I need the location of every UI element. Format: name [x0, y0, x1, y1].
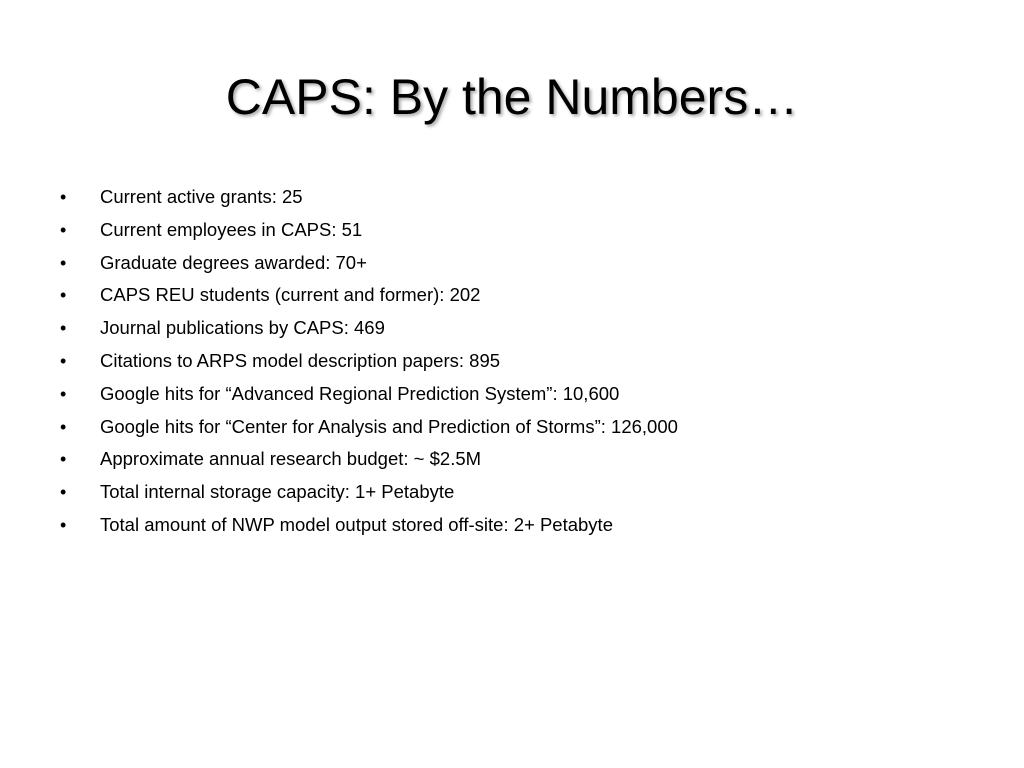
- bullet-text: Graduate degrees awarded: 70+: [100, 251, 367, 273]
- bullet-text: CAPS REU students (current and former): 202: [100, 284, 481, 306]
- bullet-icon: •: [60, 318, 67, 339]
- bullet-text: Approximate annual research budget: ~ $2.5M: [100, 448, 482, 470]
- list-item: [60, 378, 980, 411]
- bullet-text: Current employees in CAPS: 51: [100, 218, 363, 240]
- bullet-icon: •: [60, 383, 67, 404]
- list-item: [60, 181, 980, 214]
- list-item: [60, 476, 980, 509]
- bullet-icon: •: [60, 187, 67, 207]
- bullet-icon: •: [60, 252, 67, 273]
- list-item: [60, 279, 980, 312]
- list-item: [60, 312, 980, 345]
- bullet-text: Total amount of NWP model output stored off-site: 2+ Petabyte: [100, 513, 613, 535]
- list-item: [60, 443, 980, 476]
- bullet-text: Google hits for “Center for Analysis and Prediction of Storms”: 126,000: [100, 415, 678, 437]
- bullet-text: Journal publications by CAPS: 469: [100, 317, 385, 339]
- list-item: [60, 214, 980, 247]
- bullet-text: Citations to ARPS model description papers: 895: [100, 349, 501, 371]
- bullet-icon: •: [60, 514, 67, 535]
- bullet-list: [60, 181, 980, 542]
- list-item: [60, 345, 980, 378]
- bullet-icon: •: [60, 482, 67, 503]
- bullet-icon: •: [60, 350, 67, 371]
- bullet-icon: •: [60, 449, 67, 470]
- bullet-text: Total internal storage capacity: 1+ Petabyte: [100, 481, 455, 503]
- bullet-icon: •: [60, 416, 67, 437]
- list-item: [60, 247, 980, 280]
- list-item: [60, 411, 980, 444]
- slide-title: CAPS: By the Numbers…: [225, 69, 799, 125]
- bullet-icon: •: [60, 219, 67, 240]
- bullet-icon: •: [60, 285, 67, 306]
- list-item: [60, 509, 980, 542]
- bullet-text: Google hits for “Advanced Regional Prediction System”: 10,600: [100, 382, 620, 404]
- bullet-text: Current active grants: 25: [100, 186, 303, 207]
